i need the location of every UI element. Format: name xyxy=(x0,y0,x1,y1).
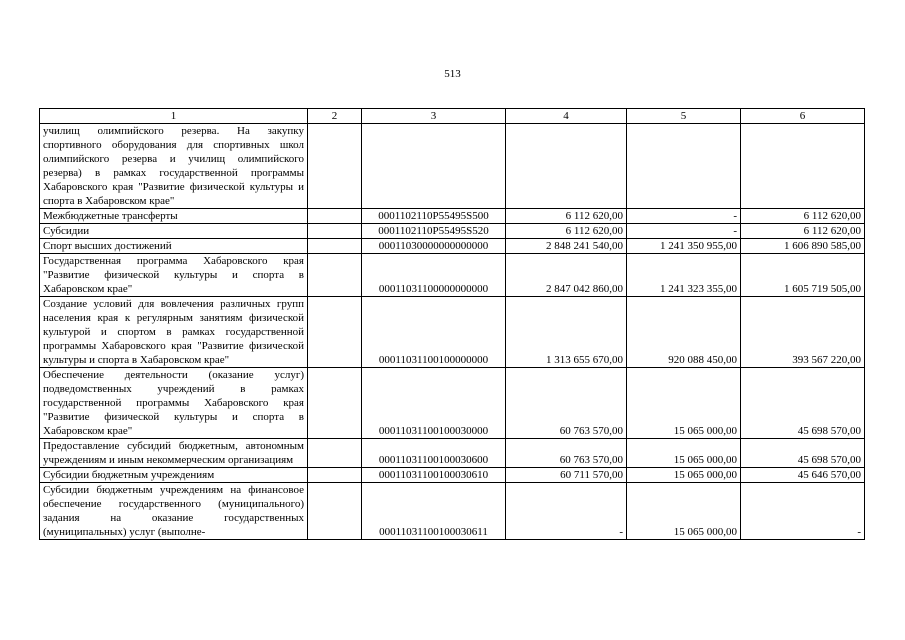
table-row xyxy=(40,468,865,483)
table-row xyxy=(40,483,865,540)
row-value4-cell: 60 763 570,00 xyxy=(506,368,627,439)
row-value4-cell: 2 848 241 540,00 xyxy=(506,239,627,254)
row-col2-cell xyxy=(308,368,362,439)
column-header: 4 xyxy=(506,109,627,124)
table-header-row xyxy=(40,109,865,124)
row-col2-cell xyxy=(308,468,362,483)
row-name-cell: Создание условий для вовлечения различных групп населения края к регулярным занятиям физической культурой и спортом в рамках государственной программы Хабаровского края "Развитие физической культуры и спорта в Хабаровском крае" xyxy=(40,297,308,368)
table-row xyxy=(40,124,865,209)
row-name-cell: Субсидии бюджетным учреждениям на финансовое обеспечение государственного (муниципального) задания на оказание государственных (муниципальных) услуг (выполне- xyxy=(40,483,308,540)
row-code-cell: 00011030000000000000 xyxy=(362,239,506,254)
row-value4-cell: 1 313 655 670,00 xyxy=(506,297,627,368)
table-row xyxy=(40,368,865,439)
table-row xyxy=(40,439,865,468)
row-value6-cell: 393 567 220,00 xyxy=(741,297,865,368)
row-value5-cell xyxy=(627,124,741,209)
row-value5-cell: 15 065 000,00 xyxy=(627,439,741,468)
row-col2-cell xyxy=(308,239,362,254)
column-header: 2 xyxy=(308,109,362,124)
column-header: 6 xyxy=(741,109,865,124)
row-code-cell: 0001102110P55495S500 xyxy=(362,209,506,224)
table-row xyxy=(40,297,865,368)
row-name-cell: Государственная программа Хабаровского края "Развитие физической культуры и спорта в Хабаровском крае" xyxy=(40,254,308,297)
row-value6-cell: - xyxy=(741,483,865,540)
row-value6-cell: 1 606 890 585,00 xyxy=(741,239,865,254)
row-value5-cell: 1 241 350 955,00 xyxy=(627,239,741,254)
budget-table xyxy=(39,108,865,540)
row-value4-cell: 60 711 570,00 xyxy=(506,468,627,483)
row-name-cell: Субсидии xyxy=(40,224,308,239)
row-value4-cell: - xyxy=(506,483,627,540)
column-header: 3 xyxy=(362,109,506,124)
table-row xyxy=(40,224,865,239)
row-code-cell: 00011031100100030611 xyxy=(362,483,506,540)
row-value5-cell: 1 241 323 355,00 xyxy=(627,254,741,297)
row-col2-cell xyxy=(308,297,362,368)
table-row xyxy=(40,209,865,224)
row-col2-cell xyxy=(308,254,362,297)
row-code-cell: 00011031100000000000 xyxy=(362,254,506,297)
row-code-cell: 0001102110P55495S520 xyxy=(362,224,506,239)
row-value4-cell: 6 112 620,00 xyxy=(506,224,627,239)
row-name-cell: Субсидии бюджетным учреждениям xyxy=(40,468,308,483)
row-value4-cell xyxy=(506,124,627,209)
row-col2-cell xyxy=(308,124,362,209)
row-value6-cell: 1 605 719 505,00 xyxy=(741,254,865,297)
row-name-cell: Обеспечение деятельности (оказание услуг) подведомственных учреждений в рамках государственной программы Хабаровского края "Развитие физической культуры и спорта в Хабаровском крае" xyxy=(40,368,308,439)
row-code-cell: 00011031100100030610 xyxy=(362,468,506,483)
table-row xyxy=(40,254,865,297)
row-value4-cell: 60 763 570,00 xyxy=(506,439,627,468)
row-col2-cell xyxy=(308,439,362,468)
row-value5-cell: 15 065 000,00 xyxy=(627,483,741,540)
row-value6-cell: 45 698 570,00 xyxy=(741,439,865,468)
row-value6-cell: 6 112 620,00 xyxy=(741,224,865,239)
row-value4-cell: 2 847 042 860,00 xyxy=(506,254,627,297)
row-code-cell: 00011031100100030000 xyxy=(362,368,506,439)
row-name-cell: Межбюджетные трансферты xyxy=(40,209,308,224)
row-name-cell: Спорт высших достижений xyxy=(40,239,308,254)
row-code-cell: 00011031100100000000 xyxy=(362,297,506,368)
row-value5-cell: - xyxy=(627,224,741,239)
row-value6-cell: 6 112 620,00 xyxy=(741,209,865,224)
page-number: 513 xyxy=(444,68,461,80)
row-col2-cell xyxy=(308,224,362,239)
row-value5-cell: - xyxy=(627,209,741,224)
row-code-cell xyxy=(362,124,506,209)
row-name-cell: Предоставление субсидий бюджетным, автономным учреждениям и иным некоммерческим организациям xyxy=(40,439,308,468)
column-header: 1 xyxy=(40,109,308,124)
row-value4-cell: 6 112 620,00 xyxy=(506,209,627,224)
row-code-cell: 00011031100100030600 xyxy=(362,439,506,468)
row-value6-cell: 45 698 570,00 xyxy=(741,368,865,439)
column-header: 5 xyxy=(627,109,741,124)
row-col2-cell xyxy=(308,483,362,540)
row-value6-cell: 45 646 570,00 xyxy=(741,468,865,483)
row-value5-cell: 15 065 000,00 xyxy=(627,468,741,483)
row-col2-cell xyxy=(308,209,362,224)
row-name-cell: училищ олимпийского резерва. На закупку спортивного оборудования для спортивных школ олимпийского резерва и училищ олимпийского резерва) в рамках государственной программы Хабаровского края "Развитие физической культуры и спорта в Хабаровском крае" xyxy=(40,124,308,209)
row-value5-cell: 920 088 450,00 xyxy=(627,297,741,368)
row-value5-cell: 15 065 000,00 xyxy=(627,368,741,439)
row-value6-cell xyxy=(741,124,865,209)
table-row xyxy=(40,239,865,254)
